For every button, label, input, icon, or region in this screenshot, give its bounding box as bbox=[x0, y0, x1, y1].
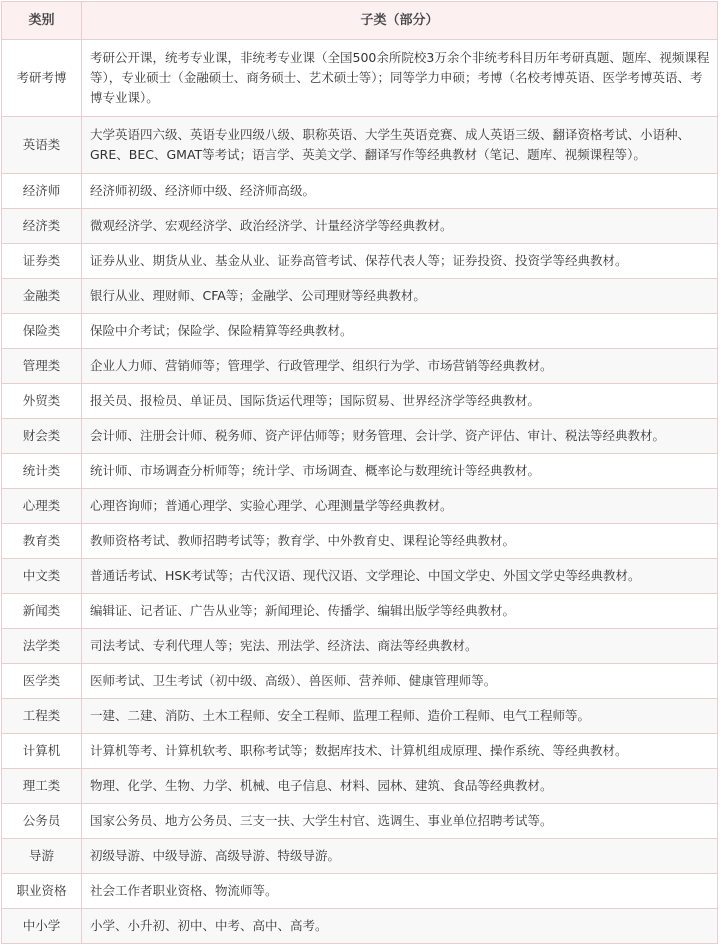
category-cell: 英语类 bbox=[2, 117, 82, 173]
subcategory-cell bbox=[82, 909, 718, 943]
category-cell: 管理类 bbox=[2, 349, 82, 383]
subcategory-text: 银行从业、理财师、CFA等；金融学、公司理财等经典教材。 bbox=[90, 288, 426, 303]
subcategory-text: 小学、小升初、初中、中考、高中、高考。 bbox=[90, 918, 328, 933]
table-header bbox=[2, 2, 718, 40]
subcategory-cell bbox=[82, 384, 718, 418]
table-row bbox=[2, 419, 718, 454]
subcategory-text: 编辑证、记者证、广告从业等；新闻理论、传播学、编辑出版学等经典教材。 bbox=[90, 603, 516, 618]
subcategory-cell bbox=[82, 314, 718, 348]
subcategory-text: 普通话考试、HSK考试等；古代汉语、现代汉语、文学理论、中国文学史、外国文学史等经典教材。 bbox=[90, 568, 641, 583]
subcategory-cell bbox=[82, 874, 718, 908]
subcategory-text: 经济师初级、经济师中级、经济师高级。 bbox=[90, 183, 316, 198]
subcategory-cell bbox=[82, 489, 718, 523]
category-cell: 导游 bbox=[2, 839, 82, 873]
category-cell: 工程类 bbox=[2, 699, 82, 733]
subcategory-text: 心理咨询师；普通心理学、实验心理学、心理测量学等经典教材。 bbox=[90, 498, 453, 513]
category-cell: 公务员 bbox=[2, 804, 82, 838]
table-row bbox=[2, 524, 718, 559]
subcategory-cell bbox=[82, 209, 718, 243]
subcategory-cell bbox=[82, 454, 718, 488]
category-cell: 财会类 bbox=[2, 419, 82, 453]
category-cell: 计算机 bbox=[2, 734, 82, 768]
table-row bbox=[2, 349, 718, 384]
category-cell: 职业资格 bbox=[2, 874, 82, 908]
category-cell: 中文类 bbox=[2, 559, 82, 593]
subcategory-text: 证券从业、期货从业、基金从业、证券高管考试、保荐代表人等；证券投资、投资学等经典教材。 bbox=[90, 253, 628, 268]
subcategory-cell bbox=[82, 699, 718, 733]
table-row bbox=[2, 117, 718, 174]
subcategory-cell bbox=[82, 40, 718, 116]
subcategory-cell bbox=[82, 629, 718, 663]
category-cell: 经济类 bbox=[2, 209, 82, 243]
category-cell: 理工类 bbox=[2, 769, 82, 803]
category-cell: 外贸类 bbox=[2, 384, 82, 418]
subcategory-cell bbox=[82, 279, 718, 313]
table-row bbox=[2, 839, 718, 874]
subcategory-text: 计算机等考、计算机软考、职称考试等；数据库技术、计算机组成原理、操作系统、等经典教材。 bbox=[90, 743, 628, 758]
subcategory-text: 统计师、市场调查分析师等；统计学、市场调查、概率论与数理统计等经典教材。 bbox=[90, 463, 541, 478]
subcategory-text: 报关员、报检员、单证员、国际货运代理等；国际贸易、世界经济学等经典教材。 bbox=[90, 393, 541, 408]
subcategory-cell bbox=[82, 839, 718, 873]
header-subcategory: 子类（部分） bbox=[82, 2, 718, 39]
table-row bbox=[2, 629, 718, 664]
table-row bbox=[2, 489, 718, 524]
table-row bbox=[2, 874, 718, 909]
subcategory-text: 微观经济学、宏观经济学、政治经济学、计量经济学等经典教材。 bbox=[90, 218, 453, 233]
category-cell: 中小学 bbox=[2, 909, 82, 943]
subcategory-text: 社会工作者职业资格、物流师等。 bbox=[90, 883, 278, 898]
category-table bbox=[1, 1, 718, 944]
subcategory-text: 一建、二建、消防、土木工程师、安全工程师、监理工程师、造价工程师、电气工程师等。 bbox=[90, 708, 591, 723]
table-row bbox=[2, 244, 718, 279]
table-row bbox=[2, 454, 718, 489]
subcategory-cell bbox=[82, 559, 718, 593]
subcategory-cell bbox=[82, 117, 718, 173]
subcategory-text: 企业人力师、营销师等；管理学、行政管理学、组织行为学、市场营销等经典教材。 bbox=[90, 358, 553, 373]
subcategory-cell bbox=[82, 419, 718, 453]
header-category: 类别 bbox=[2, 2, 82, 39]
table-row bbox=[2, 279, 718, 314]
table-row bbox=[2, 384, 718, 419]
category-cell: 法学类 bbox=[2, 629, 82, 663]
category-cell: 金融类 bbox=[2, 279, 82, 313]
subcategory-text: 司法考试、专利代理人等；宪法、刑法学、经济法、商法等经典教材。 bbox=[90, 638, 478, 653]
category-cell: 心理类 bbox=[2, 489, 82, 523]
subcategory-text: 国家公务员、地方公务员、三支一扶、大学生村官、选调生、事业单位招聘考试等。 bbox=[90, 813, 553, 828]
category-cell: 证券类 bbox=[2, 244, 82, 278]
category-cell: 经济师 bbox=[2, 174, 82, 208]
table-row bbox=[2, 699, 718, 734]
subcategory-cell bbox=[82, 244, 718, 278]
subcategory-cell bbox=[82, 804, 718, 838]
subcategory-text: 医师考试、卫生考试（初中级、高级）、兽医师、营养师、健康管理师等。 bbox=[90, 673, 497, 688]
subcategory-cell bbox=[82, 594, 718, 628]
subcategory-text: 教师资格考试、教师招聘考试等；教育学、中外教育史、课程论等经典教材。 bbox=[90, 533, 516, 548]
category-cell: 教育类 bbox=[2, 524, 82, 558]
table-row bbox=[2, 559, 718, 594]
table-row bbox=[2, 594, 718, 629]
category-cell: 新闻类 bbox=[2, 594, 82, 628]
table-row bbox=[2, 769, 718, 804]
subcategory-text: 物理、化学、生物、力学、机械、电子信息、材料、园林、建筑、食品等经典教材。 bbox=[90, 778, 553, 793]
subcategory-cell bbox=[82, 524, 718, 558]
subcategory-cell bbox=[82, 769, 718, 803]
subcategory-text: 保险中介考试；保险学、保险精算等经典教材。 bbox=[90, 323, 353, 338]
category-cell: 保险类 bbox=[2, 314, 82, 348]
subcategory-text: 会计师、注册会计师、税务师、资产评估师等；财务管理、会计学、资产评估、审计、税法等经典教材。 bbox=[90, 428, 666, 443]
category-cell: 统计类 bbox=[2, 454, 82, 488]
table-row bbox=[2, 314, 718, 349]
subcategory-cell bbox=[82, 349, 718, 383]
category-cell: 考研考博 bbox=[2, 40, 82, 116]
table-row bbox=[2, 804, 718, 839]
table-row bbox=[2, 174, 718, 209]
table-row bbox=[2, 734, 718, 769]
table-row bbox=[2, 664, 718, 699]
subcategory-text: 考研公开课，统考专业课，非统考专业课（全国500余所院校3万余个非统考科目历年考研真题、题库、视频课程等），专业硕士（金融硕士、商务硕士、艺术硕士等）；同等学力申硕；考博（名校考博英语、医学考博英语、考博专业课）。 bbox=[90, 50, 710, 105]
table-row bbox=[2, 209, 718, 244]
subcategory-cell bbox=[82, 174, 718, 208]
subcategory-cell bbox=[82, 664, 718, 698]
subcategory-text: 初级导游、中级导游、高级导游、特级导游。 bbox=[90, 848, 341, 863]
subcategory-cell bbox=[82, 734, 718, 768]
category-cell: 医学类 bbox=[2, 664, 82, 698]
table-row bbox=[2, 40, 718, 117]
subcategory-text: 大学英语四六级、英语专业四级八级、职称英语、大学生英语竞赛、成人英语三级、翻译资格考试、小语种、GRE、BEC、GMAT等考试；语言学、英美文学、翻译写作等经典教材（笔记、题库、视频课程等）。 bbox=[90, 127, 691, 162]
